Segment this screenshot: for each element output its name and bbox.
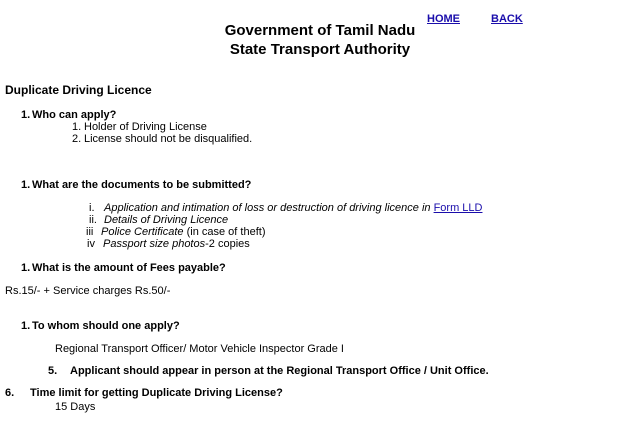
header-line1: Government of Tamil Nadu <box>224 22 416 39</box>
q3-answer: Rs.15/- + Service charges Rs.50/- <box>5 285 171 297</box>
q6-number: 6. <box>5 387 15 399</box>
back-link[interactable]: BACK <box>491 13 523 25</box>
doc-item <box>101 226 265 238</box>
q1-item-num: 2. <box>72 133 82 145</box>
q2-question: What are the documents to be submitted? <box>32 179 252 191</box>
q4-number: 1. <box>21 320 31 332</box>
q1-question: Who can apply? <box>32 109 117 121</box>
doc-text: Details of Driving Licence <box>104 214 229 226</box>
q4-answer: Regional Transport Officer/ Motor Vehicle Inspector Grade I <box>55 343 344 355</box>
doc-num: iii <box>86 226 94 238</box>
q1-item-text: License should not be disqualified. <box>84 133 253 145</box>
doc-num: ii. <box>89 214 97 226</box>
doc-text: Application and intimation of loss or destruction of driving licence in <box>104 202 431 214</box>
q5-number: 5. <box>48 365 58 377</box>
q1-number: 1. <box>21 109 31 121</box>
form-lld-link[interactable]: Form LLD <box>433 202 483 214</box>
q1-item-num: 1. <box>72 121 82 133</box>
section-title: Duplicate Driving Licence <box>5 83 152 97</box>
doc-text: Passport size photos <box>103 238 206 250</box>
doc-num: iv <box>87 238 95 250</box>
doc-item <box>104 202 482 214</box>
q1-item-text: Holder of Driving License <box>84 121 207 133</box>
q6-question: Time limit for getting Duplicate Driving License? <box>30 387 283 399</box>
doc-item <box>103 238 250 250</box>
doc-text: Police Certificate <box>101 226 184 238</box>
doc-note: -2 copies <box>205 238 250 250</box>
doc-num: i. <box>89 202 95 214</box>
q6-answer: 15 Days <box>55 401 96 413</box>
header-line2: State Transport Authority <box>229 41 411 58</box>
home-link[interactable]: HOME <box>427 13 460 25</box>
q5-text: Applicant should appear in person at the Regional Transport Office / Unit Office. <box>70 365 489 377</box>
doc-note: (in case of theft) <box>186 226 266 238</box>
q2-number: 1. <box>21 179 31 191</box>
q3-number: 1. <box>21 262 31 274</box>
q3-question: What is the amount of Fees payable? <box>32 262 226 274</box>
q4-question: To whom should one apply? <box>32 320 180 332</box>
